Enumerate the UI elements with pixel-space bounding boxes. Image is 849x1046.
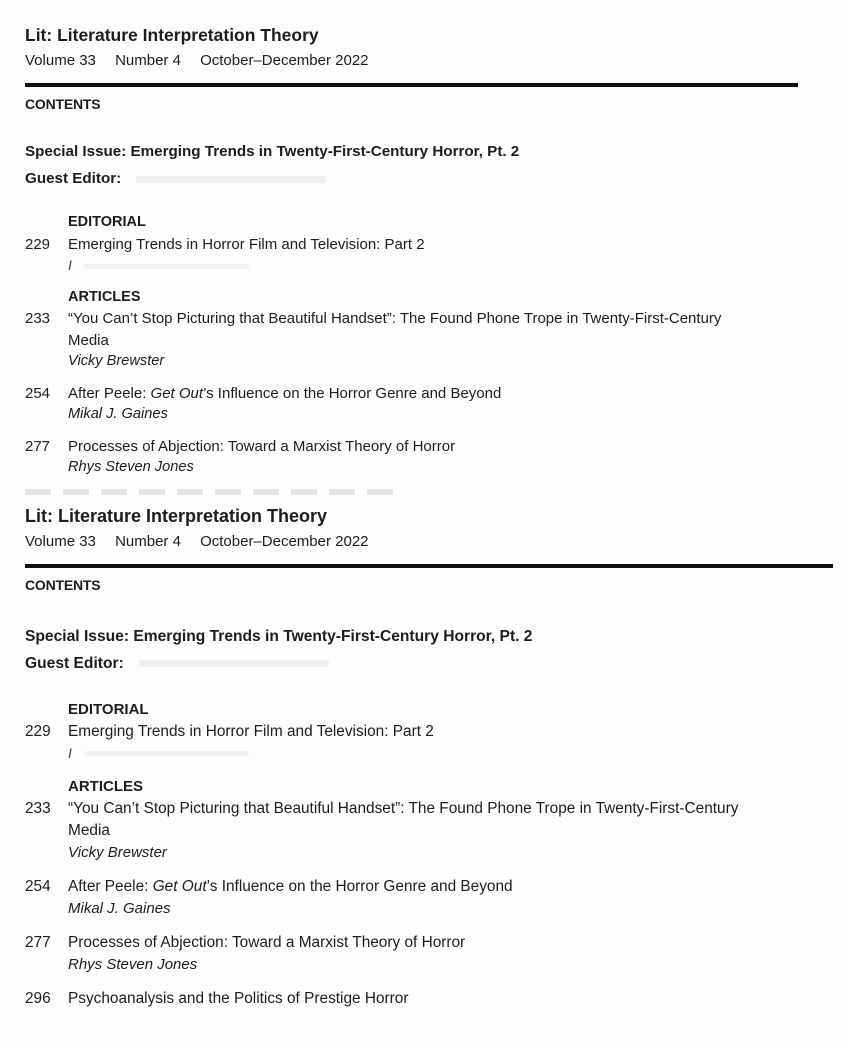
- header-rule: [25, 83, 798, 87]
- toc-entry: [25, 798, 833, 864]
- toc-page: [25, 489, 833, 1011]
- entry-body: [68, 383, 833, 426]
- entry-title: [68, 988, 830, 1010]
- title-segment: Get Out: [152, 878, 207, 896]
- entry-author: Rhys Steven Jones: [68, 956, 198, 974]
- title-segment: Processes of Abjection: Toward a Marxist Theory of Horror: [68, 437, 456, 455]
- entry-author: Vicky Brewster: [68, 844, 167, 862]
- contents-label: CONTENTS: [25, 576, 101, 593]
- entry-body: [68, 798, 833, 864]
- title-segment: Get Out: [150, 384, 204, 402]
- toc-entry: [25, 876, 833, 920]
- entry-page-number: 233: [25, 310, 51, 328]
- toc-entry: [25, 721, 833, 765]
- toc-section: [25, 776, 833, 1010]
- entry-title: [68, 798, 830, 842]
- entry-page-number: 277: [25, 437, 51, 455]
- volume-line: [25, 534, 833, 550]
- section-heading: EDITORIAL: [68, 214, 146, 231]
- toc-entry: [25, 383, 833, 426]
- author-remnant-mark: I: [68, 744, 72, 761]
- title-segment: ’s Influence on the Horror Genre and Beyond: [203, 384, 502, 402]
- issue-date-label: October–December 2022: [200, 52, 369, 69]
- toc-section: [25, 287, 833, 479]
- title-segment: Psychoanalysis and the Politics of Prestige Horror: [68, 990, 409, 1008]
- volume-label: Volume 33: [25, 52, 96, 69]
- title-segment: “You Can’t Stop Picturing that Beautiful Handset”: The Found Phone Trope in Twenty-First-Century: [68, 310, 722, 328]
- toc-entry: [25, 988, 833, 1010]
- toc-sections: [25, 699, 833, 1011]
- entry-body: [68, 234, 833, 277]
- title-segment: ’s Influence on the Horror Genre and Beyond: [206, 878, 513, 896]
- entry-body: [68, 721, 833, 765]
- redacted-author-line: [68, 743, 833, 765]
- entry-title: [68, 436, 830, 458]
- toc-entry: [25, 932, 833, 976]
- issue-number-label: Number 4: [115, 532, 181, 550]
- entry-author: Mikal J. Gaines: [68, 406, 168, 423]
- section-heading: ARTICLES: [68, 778, 143, 796]
- journal-title: Lit: Literature Interpretation Theory: [25, 25, 319, 45]
- entry-body: [68, 436, 833, 479]
- toc-entry: [25, 234, 833, 277]
- entry-page-number: 229: [25, 722, 51, 740]
- section-heading: EDITORIAL: [68, 700, 149, 718]
- redacted-text-smudge: [25, 489, 393, 495]
- entry-title: [68, 876, 830, 898]
- entry-title: [68, 308, 830, 351]
- entry-title: [68, 932, 830, 954]
- section-heading: ARTICLES: [68, 288, 141, 305]
- entry-page-number: 254: [25, 878, 51, 896]
- entry-author: Rhys Steven Jones: [68, 459, 194, 476]
- journal-title: Lit: Literature Interpretation Theory: [25, 505, 328, 526]
- entry-page-number: 254: [25, 384, 51, 402]
- toc-page: [25, 26, 833, 479]
- entry-title: [68, 383, 830, 405]
- header-rule: [25, 564, 833, 568]
- guest-editor-row: [25, 170, 833, 188]
- contents-label: CONTENTS: [25, 96, 101, 112]
- entry-body: [68, 988, 833, 1010]
- title-segment: Media: [68, 331, 109, 349]
- title-segment: “You Can’t Stop Picturing that Beautiful Handset”: The Found Phone Trope in Twenty-First-Century: [68, 800, 739, 818]
- entry-page-number: 233: [25, 800, 51, 818]
- title-segment: Emerging Trends in Horror Film and Television: Part 2: [68, 722, 434, 740]
- entry-page-number: 277: [25, 934, 51, 952]
- entry-title: [68, 721, 830, 743]
- special-issue-heading: Special Issue: Emerging Trends in Twenty-First-Century Horror, Pt. 2: [25, 627, 533, 645]
- toc-sections: [25, 212, 833, 479]
- title-segment: Emerging Trends in Horror Film and Television: Part 2: [68, 235, 425, 253]
- volume-line: [25, 53, 833, 69]
- redacted-guest-editor-name: [136, 176, 326, 183]
- guest-editor-label: Guest Editor:: [25, 170, 122, 187]
- entry-body: [68, 308, 833, 373]
- author-remnant-mark: I: [68, 257, 72, 274]
- toc-entry: [25, 308, 833, 373]
- entry-body: [68, 876, 833, 920]
- title-segment: After Peele:: [68, 878, 153, 896]
- redacted-author-smudge: [84, 264, 249, 269]
- title-segment: After Peele:: [68, 384, 151, 402]
- issue-date-label: October–December 2022: [200, 532, 369, 550]
- toc-section: [25, 212, 833, 277]
- entry-page-number: 296: [25, 990, 51, 1008]
- redacted-author-smudge: [84, 751, 249, 756]
- entry-author: Mikal J. Gaines: [68, 900, 171, 918]
- entry-page-number: 229: [25, 235, 51, 253]
- entry-author: Vicky Brewster: [68, 353, 165, 370]
- toc-entry: [25, 436, 833, 479]
- toc-section: [25, 699, 833, 765]
- title-segment: Processes of Abjection: Toward a Marxist Theory of Horror: [68, 934, 466, 952]
- special-issue-heading: Special Issue: Emerging Trends in Twenty-First-Century Horror, Pt. 2: [25, 143, 520, 160]
- redacted-author-line: [68, 255, 833, 277]
- redacted-guest-editor-name: [139, 660, 329, 667]
- volume-label: Volume 33: [25, 532, 96, 550]
- issue-number-label: Number 4: [115, 52, 181, 69]
- guest-editor-row: [25, 655, 833, 673]
- entry-title: [68, 234, 830, 256]
- guest-editor-label: Guest Editor:: [25, 654, 124, 672]
- title-segment: Media: [68, 822, 110, 840]
- entry-body: [68, 932, 833, 976]
